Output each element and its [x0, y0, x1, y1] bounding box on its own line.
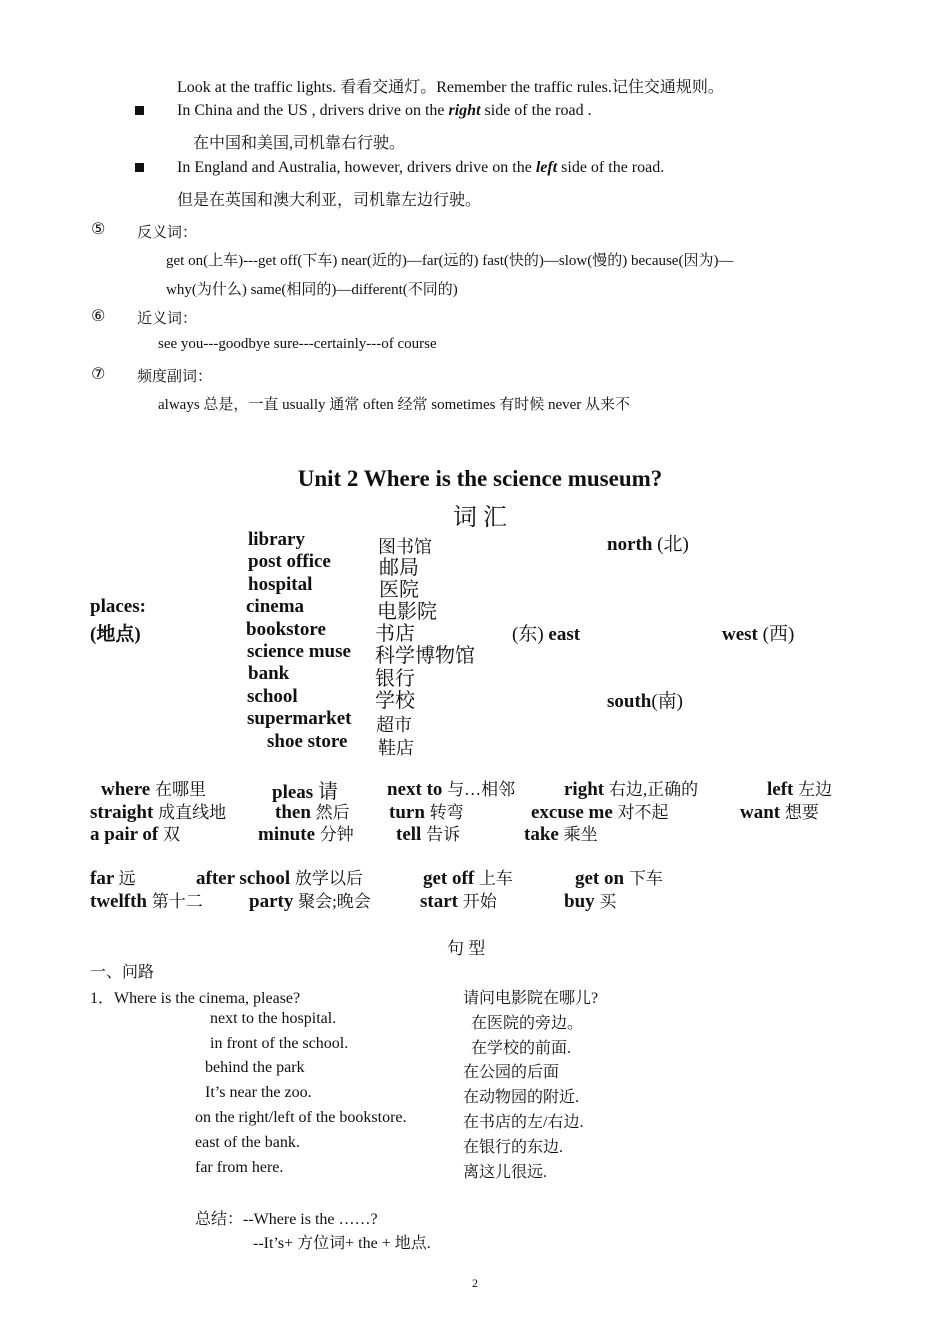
- sentence-en: on the right/left of the bookstore.: [195, 1109, 407, 1126]
- sentence-en: 1．Where is the cinema, please?: [90, 990, 301, 1007]
- place-meaning: 书店: [375, 623, 415, 645]
- page-number: 2: [472, 1276, 478, 1290]
- sentence-cn: 在书店的左/右边.: [463, 1114, 584, 1131]
- asking-way-heading: 一、问路: [90, 964, 155, 981]
- sentence-en: in front of the school.: [210, 1035, 349, 1052]
- sentence-cn: 离这儿很远.: [463, 1164, 548, 1181]
- place-meaning: 学校: [375, 690, 415, 712]
- place-meaning: 邮局: [379, 557, 419, 579]
- sentence-cn: 在学校的前面.: [471, 1040, 572, 1057]
- traffic-lights-line: Look at the traffic lights. 看看交通灯。Remember the traffic rules.记住交通规则。: [177, 79, 724, 96]
- bullet-england-australia: In England and Australia, however, drivers drive on the left side of the road.: [177, 159, 665, 176]
- sentence-en: behind the park: [205, 1059, 305, 1076]
- vocab-word: twelfth 第十二: [90, 891, 203, 912]
- compass-west: west (西): [722, 624, 795, 645]
- antonyms-title: 反义词：: [137, 225, 198, 241]
- vocab-word: far 远: [90, 868, 136, 889]
- sentence-en: It’s near the zoo.: [205, 1084, 312, 1101]
- vocab-word: get off 上车: [423, 868, 513, 889]
- place-meaning: 银行: [375, 668, 415, 690]
- vocab-word: right 右边,正确的: [564, 779, 699, 800]
- vocab-word: tell 告诉: [396, 824, 461, 845]
- place-word: cinema: [246, 596, 305, 617]
- compass-south: south(南): [607, 691, 684, 712]
- section-number-5: ⑤: [91, 219, 106, 238]
- section-number-6: ⑥: [91, 306, 106, 325]
- vocab-word: straight 成直线地: [90, 802, 227, 823]
- compass-east: (东) east: [512, 624, 581, 645]
- vocab-word: buy 买: [564, 891, 617, 912]
- place-word: post office: [248, 551, 331, 572]
- places-label: places:: [90, 596, 146, 617]
- antonyms-line2: why(为什么) same(相同的)—different(不同的): [166, 282, 458, 298]
- vocab-word: start 开始: [420, 891, 497, 912]
- summary-line2: --It’s+ 方位词+ the + 地点.: [253, 1235, 431, 1252]
- vocab-word: where 在哪里: [101, 779, 206, 800]
- bullet-england-australia-cn: 但是在英国和澳大利亚，司机靠左边行驶。: [177, 192, 482, 209]
- unit-title: Unit 2 Where is the science museum?: [297, 466, 663, 491]
- sentence-cn: 在动物园的附近.: [463, 1089, 580, 1106]
- sentence-cn: 在公园的后面: [463, 1064, 560, 1081]
- place-meaning: 鞋店: [378, 738, 414, 758]
- bullet-square-icon: [135, 163, 144, 172]
- vocab-word: excuse me 对不起: [531, 802, 669, 823]
- vocab-word: pleas 请: [272, 781, 338, 803]
- frequency-adverbs-title: 频度副词：: [137, 369, 213, 385]
- place-word: library: [248, 529, 305, 550]
- vocab-word: then 然后: [275, 802, 350, 823]
- sentence-en: next to the hospital.: [210, 1010, 337, 1027]
- summary-line1: 总结：--Where is the ……?: [195, 1211, 378, 1228]
- place-word: shoe store: [267, 731, 348, 752]
- place-meaning: 医院: [379, 579, 419, 601]
- vocab-word: after school 放学以后: [196, 868, 363, 889]
- vocab-word: next to 与…相邻: [387, 779, 516, 800]
- sentence-en: east of the bank.: [195, 1134, 300, 1151]
- sentence-patterns-heading: 句 型: [447, 939, 486, 958]
- sentence-en: far from here.: [195, 1159, 284, 1176]
- place-word: science muse: [247, 641, 351, 662]
- vocab-word: party 聚会;晚会: [249, 891, 371, 912]
- place-word: school: [247, 686, 298, 707]
- vocabulary-heading: 词 汇: [453, 505, 507, 531]
- vocab-word: minute 分钟: [258, 824, 354, 845]
- synonyms-line1: see you---goodbye sure---certainly---of course: [158, 336, 437, 352]
- sentence-cn: 请问电影院在哪儿?: [463, 990, 599, 1007]
- place-meaning: 超市: [376, 715, 412, 735]
- places-label-cn: (地点): [90, 624, 141, 645]
- place-word: bank: [248, 663, 290, 684]
- sentence-cn: 在医院的旁边。: [471, 1015, 584, 1032]
- compass-north: north (北): [607, 534, 689, 555]
- bullet-china-us-cn: 在中国和美国,司机靠右行驶。: [193, 135, 406, 152]
- bullet-china-us: In China and the US , drivers drive on the right side of the road .: [177, 102, 592, 119]
- vocab-word: a pair of 双: [90, 824, 181, 845]
- vocab-word: want 想要: [740, 802, 819, 823]
- place-meaning: 科学博物馆: [375, 645, 475, 667]
- place-meaning: 图书馆: [378, 537, 432, 557]
- bullet-square-icon: [135, 106, 144, 115]
- place-word: supermarket: [247, 708, 352, 729]
- frequency-adverbs-line: always 总是，一直 usually 通常 often 经常 sometimes 有时候 never 从来不: [158, 397, 631, 413]
- vocab-word: left 左边: [767, 779, 833, 800]
- section-number-7: ⑦: [91, 364, 106, 383]
- vocab-word: get on 下车: [575, 868, 663, 889]
- synonyms-title: 近义词：: [137, 311, 198, 327]
- place-word: bookstore: [246, 619, 326, 640]
- place-word: hospital: [248, 574, 313, 595]
- vocab-word: turn 转弯: [389, 802, 464, 823]
- place-meaning: 电影院: [377, 601, 437, 623]
- vocab-word: take 乘坐: [524, 824, 598, 845]
- antonyms-line1: get on(上车)---get off(下车) near(近的)—far(远的) fast(快的)—slow(慢的) because(因为)—: [166, 253, 734, 269]
- sentence-cn: 在银行的东边.: [463, 1139, 564, 1156]
